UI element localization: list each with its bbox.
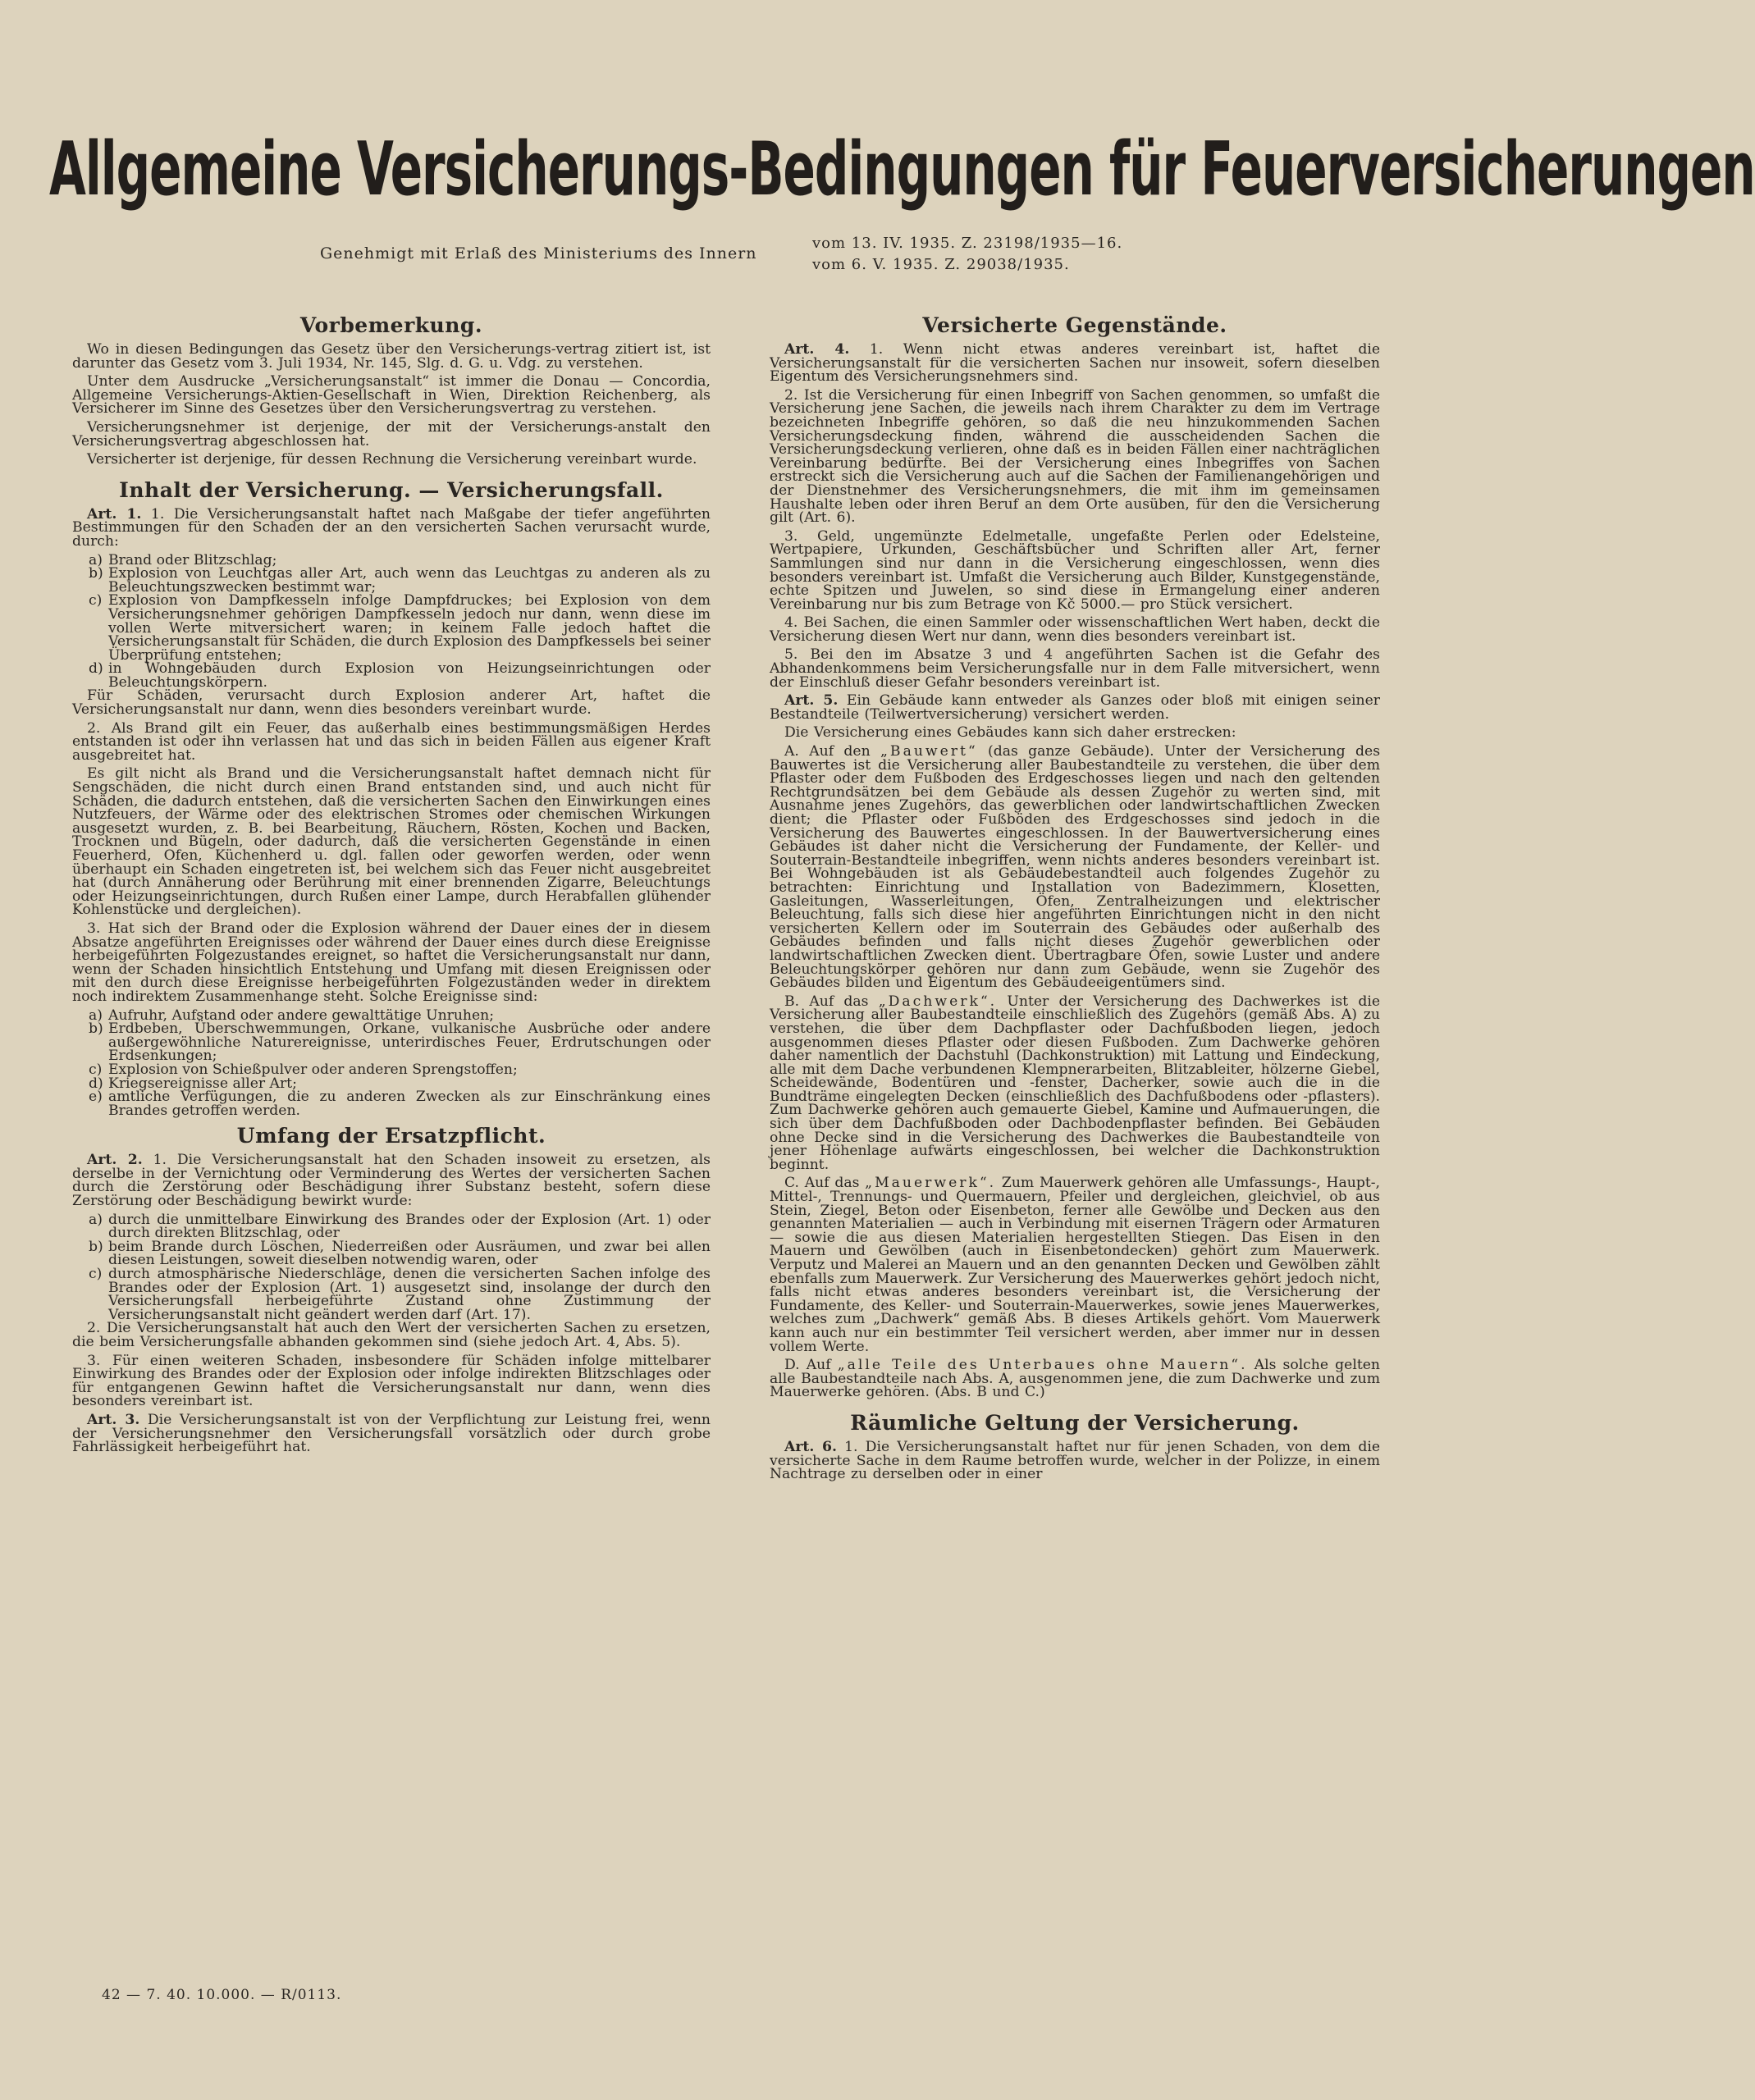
document-title: Allgemeine Versicherungs-Bedingungen für Feuerversicherungen — [49, 126, 1755, 212]
article-text: Ein Gebäude kann entweder als Ganzes oder bloß mit einigen seiner Bestandteile (Teilwertversicherung) versichert werden. — [770, 692, 1381, 723]
list-text: durch atmosphärische Niederschläge, denen die versicherten Sachen infolge des Brandes oder der Explosion (Art. 1) ausgesetzt sind, insolange der durch den Versicherungsfall herbeigeführte Zustand ohne Zustimmung der Versicherungsanstalt nicht geändert werden darf (Art. 17). — [108, 1266, 711, 1323]
section-label: A. Auf den — [784, 743, 871, 760]
list-marker: b) — [89, 565, 103, 582]
list-marker: b) — [89, 1238, 103, 1255]
section-term: „Dachwerk“. — [878, 993, 998, 1010]
article-5 — [770, 694, 1380, 721]
paragraph: Es gilt nicht als Brand und die Versicherungsanstalt haftet demnach nicht für Sengschäden, die nicht durch einen Brand entstanden sind, und auch nicht für Schäden, die dadurch entstehen, daß die versicherten Sachen den Einwirkungen eines Nutzfeuers, der Wärme oder des elektrischen Stromes oder chemischen Wirkungen ausgesetzt wurden, z. B. bei Bearbeitung, Räuchern, Rösten, Kochen und Backen, Trocknen und Bügeln, oder dadurch, daß die versicherten Gegenstände in einen Feuerherd, Ofen, Küchenherd u. dgl. fallen oder geworfen werden, oder wenn überhaupt ein Schaden eingetreten ist, bei welchem sich das Feuer nicht ausgebreitet hat (durch Annäherung oder Berührung mit einer brennenden Zigarre, Beleuchtungs oder Heizungseinrichtungen, durch Rußen einer Lampe, durch Herabfallen glühender Kohlenstücke und dergleichen). — [72, 765, 711, 919]
article-label: Art. 4. — [784, 341, 850, 358]
print-footer: 42 — 7. 40. 10.000. — R/0113. — [102, 1987, 342, 2003]
paragraph: 2. Ist die Versicherung für einen Inbegriff von Sachen genommen, so umfaßt die Versicherung jene Sachen, die jeweils nach ihrem Charakter zu dem im Vertrage bezeichneten Inbegriffe gehören, so daß die neu hinzukommenden Sachen Versicherungsdeckung finden, während die ausscheidenden Sachen die Versicherungsdeckung verlieren, ohne daß es in beiden Fällen einer nachträglichen Vereinbarung bedürfte. Bei der Versicherung eines Inbegriffes von Sachen erstreckt sich die Versicherung auch auf die Sachen der Familienangehörigen und der Dienstnehmer des Versicherungsnehmers, die mit ihm im gemeinsamen Haushalte leben oder ihren Beruf an dem Orte ausüben, für den die Versicherung gilt (Art. 6). — [770, 386, 1380, 527]
list-item — [72, 1240, 711, 1267]
article-text: 1. Die Versicherungsanstalt hat den Schaden insoweit zu ersetzen, als derselbe in der Vernichtung oder Verminderung des Wertes der versicherten Sachen durch die Zerstörung oder Beschädigung ihrer Substanz besteht, sofern diese Zerstörung oder Beschädigung bewirkt wurde: — [72, 1152, 711, 1210]
article-label: Art. 1. — [87, 505, 142, 523]
article-4-intro — [770, 343, 1380, 384]
approval-lead: Genehmigt mit Erlaß des Ministeriums des Innern — [320, 244, 757, 262]
list-item — [72, 1022, 711, 1063]
list-text: Explosion von Leuchtgas aller Art, auch wenn das Leuchtgas zu anderen als zu Beleuchtungszwecken bestimmt war; — [108, 565, 711, 596]
approval-date-1: vom 13. IV. 1935. Z. 23198/1935—16. — [812, 235, 1123, 252]
paragraph: 5. Bei den im Absatze 3 und 4 angeführten Sachen ist die Gefahr des Abhandenkommens beim Versicherungsfalle nur in dem Falle mitversichert, wenn der Einschluß dieser Gefahr besonders vereinbart ist. — [770, 646, 1380, 691]
article-1-intro — [72, 505, 711, 550]
list-marker: c) — [89, 592, 103, 609]
section-b — [770, 995, 1380, 1172]
list-marker: d) — [89, 1075, 103, 1092]
section-c — [770, 1176, 1380, 1354]
paragraph: 3. Für einen weiteren Schaden, insbesondere für Schäden infolge mittelbarer Einwirkung des Brandes oder der Explosion oder infolge indirekten Blitzschlages oder für entgangenen Gewinn haftet die Versicherungsanstalt nur dann, wenn dies besonders vereinbart ist. — [72, 1352, 711, 1410]
article-text: Die Versicherungsanstalt ist von der Verpflichtung zur Leistung frei, wenn der Versicherungsnehmer den Versicherungsfall vorsätzlich oder durch grobe Fahrlässigkeit herbeigeführt hat. — [72, 1411, 711, 1456]
paragraph: Versicherungsnehmer ist derjenige, der mit der Versicherungs-anstalt den Versicherungsvertrag abgeschlossen hat. — [72, 418, 711, 450]
list-text: Explosion von Dampfkesseln infolge Dampfdruckes; bei Explosion von dem Versicherungsnehmer gehörigen Dampfkesseln jedoch nur dann, wenn diese im vollen Werte mitversichert waren; in keinem Falle jedoch haftet die Versicherungsanstalt für Schäden, die durch Explosion des Dampfkessels bei seiner Überprüfung entstehen; — [108, 592, 711, 664]
section-label: B. Auf das — [784, 993, 869, 1010]
list-marker: d) — [89, 660, 103, 678]
heading-gegenstaende: Versicherte Gegenstände. — [922, 313, 1227, 337]
section-text: Zum Mauerwerk gehören alle Umfassungs-, Haupt-, Mittel-, Trennungs- und Quermauern, Pfeiler und dergleichen, gleichviel, ob aus Stein, Ziegel, Beton oder Eisenbeton, ferner alle Gewölbe und Decken aus den genannten Materialien — auch in Verbindung mit eisernen Trägern oder Armaturen — sowie die aus diesen Materialien hergestellten Stiegen. Das Eisen in den Mauern und Gewölben (auch in Eisenbetondecken) gehört zum Mauerwerk. Verputz und Malerei an Mauern und an den genannten Decken und Gewölben zählt ebenfalls zum Mauerwerk. Zur Versicherung des Mauerwerkes gehört jedoch nicht, falls nicht etwas anderes besonders vereinbart ist, die Versicherung der Fundamente, des Keller- und Souterrain-Mauerwerkes, sowie jenes Mauerwerkes, welches zum „Dachwerk“ gemäß Abs. B dieses Artikels gehört. Vom Mauerwerk kann auch nur ein bestimmter Teil versichert werden, aber immer nur in dessen vollem Werte. — [770, 1175, 1380, 1355]
paragraph: 3. Geld, ungemünzte Edelmetalle, ungefaßte Perlen oder Edelsteine, Wertpapiere, Urkunden, Geschäftsbücher und Schriften aller Art, ferner Sammlungen sind nur dann in die Versicherung eingeschlossen, wenn dies besonders vereinbart ist. Umfaßt die Versicherung auch Bilder, Kunstgegenstände, echte Spitzen und Juwelen, so sind diese in Ermangelung einer anderen Vereinbarung nur bis zum Betrage von Kč 5000.— pro Stück versichert. — [770, 527, 1380, 613]
list-marker: a) — [89, 1007, 103, 1024]
section-text: (das ganze Gebäude). Unter der Versicherung des Bauwertes ist die Versicherung aller Baubestandteile zu verstehen, die über dem Pflaster oder dem Fußboden des Erdgeschosses liegen und nach den geltenden Rechtgrundsätzen bei dem Gebäude als dessen Zugehör zu werten sind, mit Ausnahme jenes Zugehörs, das gewerblichen oder landwirtschaftlichen Zwecken dient; die Pflaster oder Fußböden des Erdgeschosses sind jedoch in die Versicherung des Bauwertes eingeschlossen. In der Bauwertversicherung eines Gebäudes ist daher nicht die Versicherung der Fundamente, der Keller- und Souterrain-Bestandteile inbegriffen, wenn nichts anderes besonders vereinbart ist. Bei Wohngebäuden ist als Gebäudebestandteil auch folgendes Zugehör zu betrachten: Einrichtung und Installation von Badezimmern, Klosetten, Gasleitungen, Wasserleitungen, Öfen, Zentralheizungen und elektrischer Beleuchtung, falls sich diese hier angeführten Einrichtungen nicht in den nicht versicherten Kellern oder im Souterrain des Gebäudes oder außerhalb des Gebäudes befinden und falls nicht dieses Zugehör gewerblichen oder landwirtschaftlichen Zwecken dient. Übertragbare Öfen, sowie Luster und andere Beleuchtungskörper gehören nur dann zum Gebäude, wenn sie Zugehör des Gebäudes bilden und Eigentum des Gebäudeeigentümers sind. — [770, 743, 1381, 992]
paragraph: 2. Als Brand gilt ein Feuer, das außerhalb eines bestimmungsmäßigen Herdes entstanden ist oder ihn verlassen hat und das sich in beiden Fällen aus eigener Kraft ausgebreitet hat. — [72, 719, 711, 764]
section-text: Als solche gelten alle Baubestandteile nach Abs. A, ausgenommen jene, die zum Dachwerke und zum Mauerwerke gehören. (Abs. B und C.) — [770, 1357, 1380, 1401]
list-text: Kriegsereignisse aller Art; — [108, 1075, 297, 1092]
heading-vorbemerkung: Vorbemerkung. — [299, 313, 483, 337]
paragraph: Für Schäden, verursacht durch Explosion anderer Art, haftet die Versicherungsanstalt nur dann, wenn dies besonders vereinbart wurde. — [72, 687, 711, 719]
list-text: amtliche Verfügungen, die zu anderen Zwecken als zur Einschränkung eines Brandes getroffen werden. — [108, 1089, 711, 1119]
list-text: durch die unmittelbare Einwirkung des Brandes oder der Explosion (Art. 1) oder durch direkten Blitzschlag, oder — [108, 1211, 711, 1242]
heading-geltung: Räumliche Geltung der Versicherung. — [850, 1410, 1300, 1435]
right-column — [770, 313, 1380, 1486]
list-text: Erdbeben, Überschwemmungen, Orkane, vulkanische Ausbrüche oder andere außergewöhnliche Naturereignisse, unterirdisches Feuer, Erdrutschungen oder Erdsenkungen; — [108, 1020, 711, 1065]
list-item — [72, 1090, 711, 1117]
article-3 — [72, 1413, 711, 1454]
paragraph: 4. Bei Sachen, die einen Sammler oder wissenschaftlichen Wert haben, deckt die Versicherung diesen Wert nur dann, wenn dies besonders vereinbart ist. — [770, 614, 1380, 645]
paragraph: Unter dem Ausdrucke „Versicherungsanstalt“ ist immer die Donau — Concordia, Allgemeine Versicherungs-Aktien-Gesellschaft in Wien, Direktion Reichenberg, als Versicherer im Sinne des Gesetzes über den Versicherungsvertrag zu verstehen. — [72, 373, 711, 418]
section-term: „Bauwert“ — [880, 743, 978, 760]
article-2-intro — [72, 1153, 711, 1208]
list-item — [72, 662, 711, 689]
section-label: C. Auf das — [784, 1175, 860, 1192]
left-column — [72, 313, 711, 1459]
list-marker: a) — [89, 1211, 103, 1228]
paragraph: 3. Hat sich der Brand oder die Explosion während der Dauer eines der in diesem Absatze angeführten Ereignisses oder während der Dauer eines durch diese Ereignisse herbeigeführten Folgezustandes ereignet, so haftet die Versicherungsanstalt nur dann, wenn der Schaden hinsichtlich Entstehung und Umfang mit diesen Ereignissen oder mit den durch diese Ereignisse herbeigeführten Folgezuständen weder in direktem noch indirektem Zusammenhange steht. Solche Ereignisse sind: — [72, 920, 711, 1005]
approval-note — [320, 231, 1157, 281]
list-marker: a) — [89, 551, 103, 568]
section-a — [770, 745, 1380, 990]
list-marker: c) — [89, 1266, 103, 1283]
list-item — [72, 1213, 711, 1240]
list-item — [72, 1267, 711, 1322]
list-text: beim Brande durch Löschen, Niederreißen oder Ausräumen, und zwar bei allen diesen Leistungen, soweit dieselben notwendig waren, oder — [108, 1238, 711, 1269]
paragraph: Wo in diesen Bedingungen das Gesetz über den Versicherungs-vertrag zitiert ist, ist darunter das Gesetz vom 3. Juli 1934, Nr. 145, Slg. d. G. u. Vdg. zu verstehen. — [72, 341, 711, 372]
list-marker: b) — [89, 1020, 103, 1038]
list-item — [72, 594, 711, 662]
article-label: Art. 2. — [87, 1152, 143, 1169]
list-text: Explosion von Schießpulver oder anderen Sprengstoffen; — [108, 1061, 518, 1078]
paragraph: 2. Die Versicherungsanstalt hat auch den Wert der versicherten Sachen zu ersetzen, die beim Versicherungsfalle abhanden gekommen sind (siehe jedoch Art. 4, Abs. 5). — [72, 1320, 711, 1350]
article-label: Art. 3. — [87, 1411, 140, 1428]
section-term: „alle Teile des Unterbaues ohne Mauern“. — [837, 1357, 1248, 1374]
heading-umfang: Umfang der Ersatzpflicht. — [236, 1124, 546, 1148]
paragraph: Versicherter ist derjenige, für dessen Rechnung die Versicherung vereinbart wurde. — [87, 451, 697, 468]
section-d — [770, 1358, 1380, 1399]
list-marker: e) — [89, 1089, 103, 1106]
section-label: D. Auf — [784, 1357, 831, 1374]
section-term: „Mauerwerk“. — [865, 1175, 997, 1192]
paragraph: Die Versicherung eines Gebäudes kann sich daher erstrecken: — [784, 724, 1236, 742]
article-text: 1. Die Versicherungsanstalt haftet nur für jenen Schaden, von dem die versicherte Sache in dem Raume betroffen wurde, welcher in der Polizze, in einem Nachtrage zu derselben oder in einer — [770, 1438, 1380, 1483]
list-text: in Wohngebäuden durch Explosion von Heizungseinrichtungen oder Beleuchtungskörpern. — [108, 660, 711, 691]
article-label: Art. 6. — [784, 1438, 837, 1455]
list-text: Aufruhr, Aufstand oder andere gewalttätige Unruhen; — [108, 1007, 495, 1024]
list-item — [72, 567, 711, 594]
article-text: 1. Die Versicherungsanstalt haftet nach Maßgabe der tiefer angeführten Bestimmungen für den Schaden der an den versicherten Sachen verursacht wurde, durch: — [72, 505, 711, 550]
article-6 — [770, 1440, 1380, 1481]
heading-inhalt: Inhalt der Versicherung. — Versicherungsfall. — [119, 477, 664, 502]
approval-date-2: vom 6. V. 1935. Z. 29038/1935. — [812, 256, 1070, 273]
article-text: 1. Wenn nicht etwas anderes vereinbart ist, haftet die Versicherungsanstalt für die versicherten Sachen nur insoweit, sofern dieselben Eigentum des Versicherungsnehmers sind. — [770, 341, 1380, 386]
article-label: Art. 5. — [784, 692, 839, 710]
list-text: Brand oder Blitzschlag; — [108, 551, 277, 568]
section-text: Unter der Versicherung des Dachwerkes ist die Versicherung aller Baubestandteile einschließlich des Zugehörs (gemäß Abs. A) zu verstehen, die über dem Dachpflaster oder Dachfußboden liegen, jedoch ausgenommen dieses Pflaster oder diesen Fußboden. Zum Dachwerke gehören daher namentlich der Dachstuhl (Dachkonstruktion) mit Lattung und Eindeckung, alle mit dem Dache verbundenen Klempnerarbeiten, Blitzableiter, hölzerne Giebel, Scheidewände, Bodentüren und -fenster, Dacherker, sowie auch die in die Bundträme eingelegten Decken (einschließlich des Dachfußbodens oder -pflasters). Zum Dachwerke gehören auch gemauerte Giebel, Kamine und Aufmauerungen, die sich über dem Dachfußboden oder Dachbodenpflaster befinden. Bei Gebäuden ohne Decke sind in die Versicherung des Dachwerkes die Baubestandteile von jener Höhenlage aufwärts eingeschlossen, bei welcher die Dachkonstruktion beginnt. — [770, 993, 1380, 1173]
list-marker: c) — [89, 1061, 103, 1078]
